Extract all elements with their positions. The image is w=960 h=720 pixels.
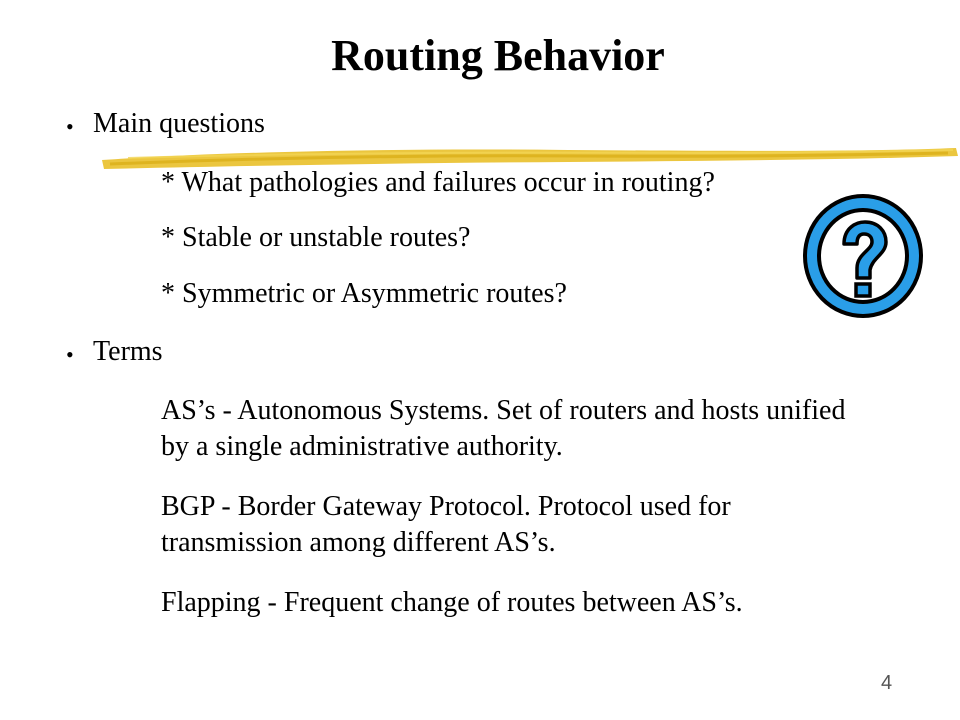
page-number: 4 [881, 672, 893, 694]
question-item: * Symmetric or Asymmetric routes? [161, 278, 567, 309]
definition-as: AS’s - Autonomous Systems. Set of routers and hosts unified by a single administrative authority. [161, 395, 846, 462]
definition-flapping: Flapping - Frequent change of routes between AS’s. [161, 587, 743, 618]
definition-bgp: BGP - Border Gateway Protocol. Protocol used for transmission among different AS’s. [161, 491, 731, 558]
question-item: * Stable or unstable routes? [161, 222, 471, 253]
question-mark-icon [800, 192, 926, 320]
slide-title: Routing Behavior [331, 31, 665, 80]
section-heading-terms: Terms [93, 336, 163, 367]
bullet-marker: • [66, 342, 74, 367]
section-heading-main-questions: Main questions [93, 108, 265, 139]
question-item: * What pathologies and failures occur in routing? [161, 167, 715, 198]
bullet-marker: • [66, 114, 74, 139]
